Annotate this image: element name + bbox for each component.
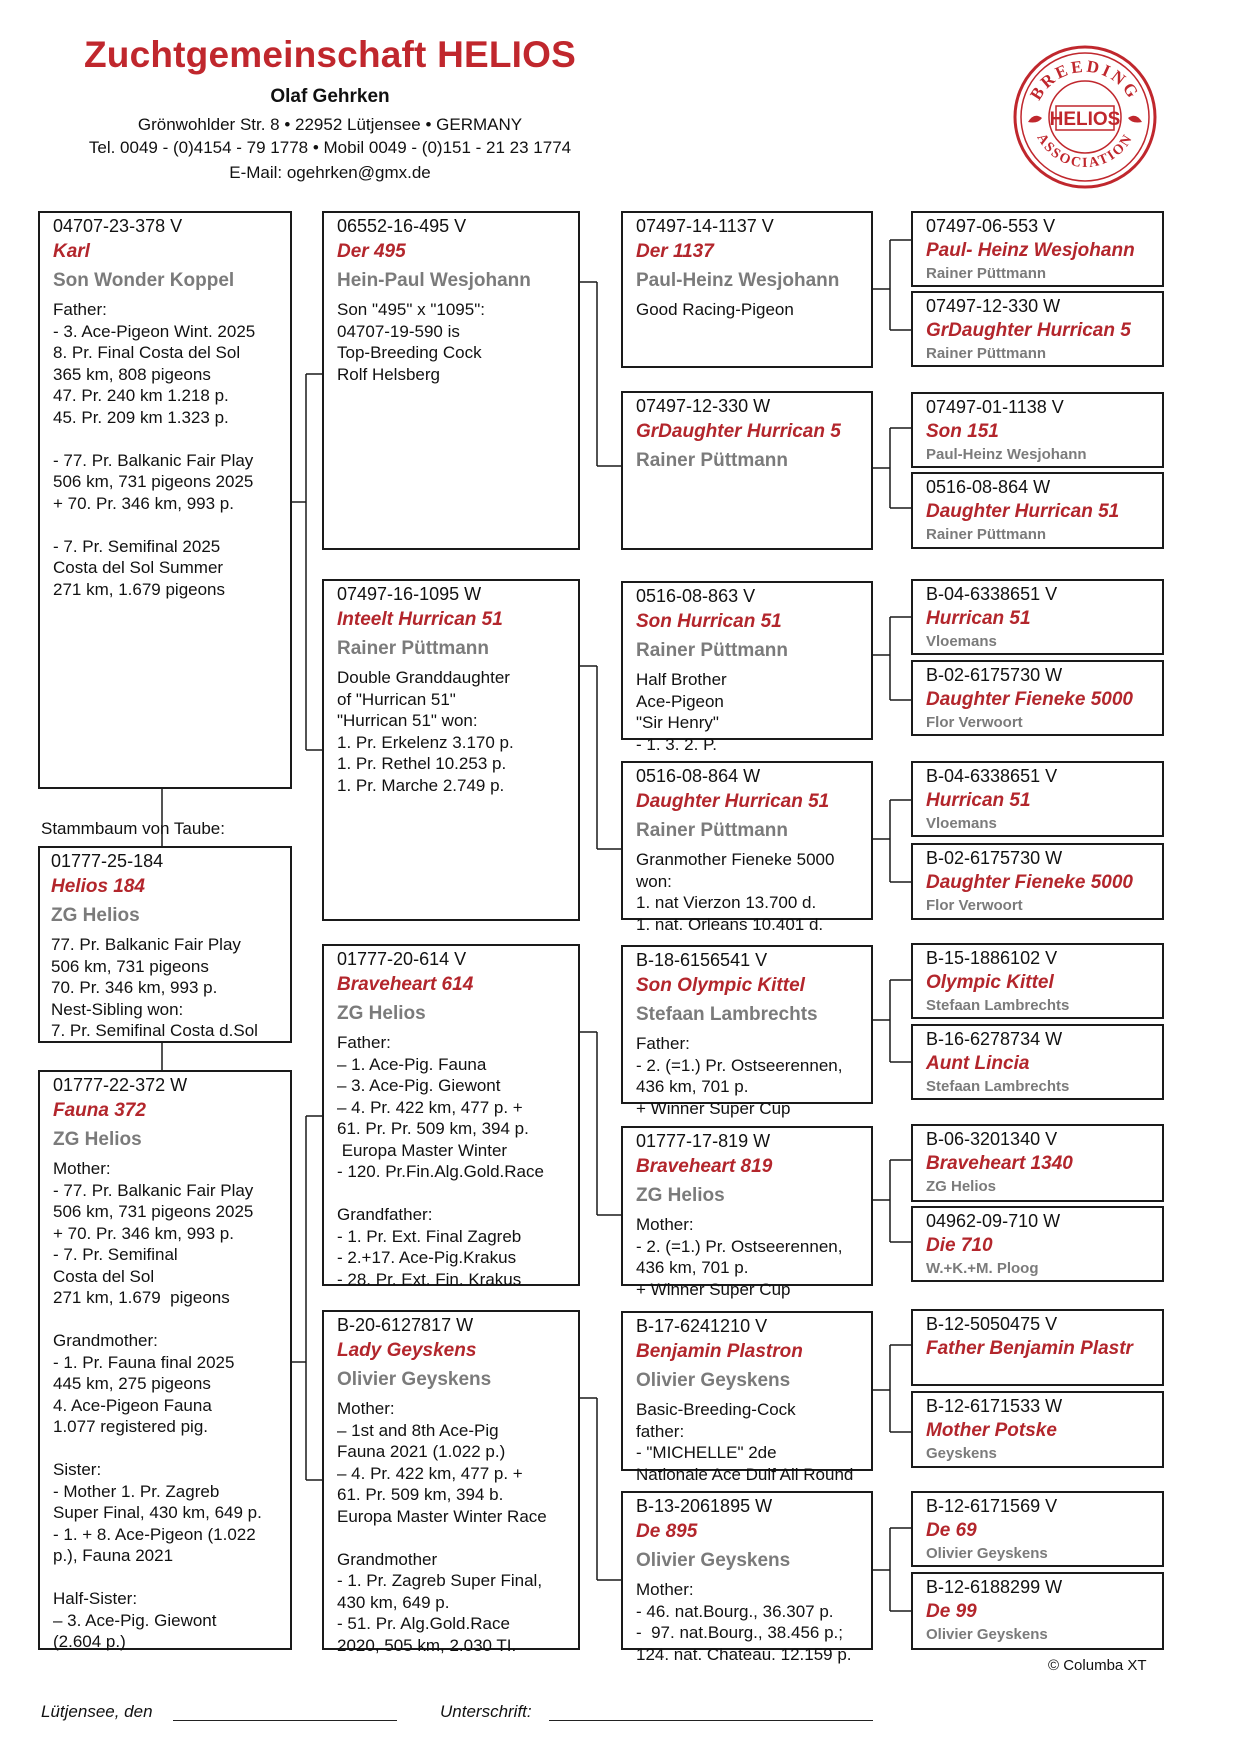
- ring-number: 01777-25-184: [51, 851, 164, 871]
- ancestor-card-12[interactable]: [911, 1206, 1164, 1282]
- ring-number: B-16-6278734 W: [926, 1029, 1063, 1049]
- ancestor-card-9[interactable]: [911, 943, 1164, 1019]
- pigeon-name: De 895: [636, 1521, 698, 1542]
- breeder-name: Rainer Püttmann: [926, 345, 1047, 362]
- ring-number: 01777-17-819 W: [636, 1131, 771, 1151]
- email: E-Mail: ogehrken@gmx.de: [229, 163, 431, 182]
- ring-number: B-02-6175730 W: [926, 665, 1063, 685]
- ancestor-card-14[interactable]: [911, 1391, 1164, 1468]
- place-date-line[interactable]: [173, 1720, 397, 1721]
- ring-number: B-12-6171533 W: [926, 1396, 1063, 1416]
- breeder-name: Rainer Püttmann: [636, 450, 789, 471]
- breeder-name: ZG Helios: [337, 1003, 426, 1024]
- pigeon-name: Die 710: [926, 1235, 993, 1256]
- ring-number: 04962-09-710 W: [926, 1211, 1061, 1231]
- breeder-name: ZG Helios: [51, 905, 140, 926]
- ancestor-card-5[interactable]: [911, 579, 1164, 655]
- breeder-name: Geyskens: [926, 1445, 997, 1462]
- pigeon-name: Aunt Lincia: [926, 1053, 1030, 1074]
- breeder-name: Rainer Püttmann: [926, 526, 1047, 543]
- ring-number: 01777-22-372 W: [53, 1075, 188, 1095]
- performance-notes: Mother: - 2. (=1.) Pr. Ostseerennen, 436 km, 701 p. + Winner Super Cup: [636, 1215, 843, 1299]
- ring-number: 01777-20-614 V: [337, 949, 467, 969]
- ring-number: B-13-2061895 W: [636, 1496, 773, 1516]
- performance-notes: Father: – 1. Ace-Pig. Fauna – 3. Ace-Pig. Giewont – 4. Pr. 422 km, 477 p. + 61. Pr. Pr. 509 km, 394 p. Europa Master Winter - 120. Pr.Fin.Alg.Gold.Race Grandfather: - 1. Pr. Ext. Final Zagreb - 2.+17. Ace-Pig.Krakus - 28. Pr. Ext. Fin. Krakus: [337, 1033, 544, 1289]
- pigeon-name: Father Benjamin Plastr: [926, 1338, 1133, 1359]
- breeder-name: Son Wonder Koppel: [53, 270, 235, 291]
- ring-number: 06552-16-495 V: [337, 216, 467, 236]
- pigeon-name: Hurrican 51: [926, 608, 1031, 629]
- pigeon-name: Braveheart 819: [636, 1156, 773, 1177]
- ancestor-card-4[interactable]: [911, 472, 1164, 549]
- performance-notes: Half Brother Ace-Pigeon "Sir Henry" - 1. 3. 2. P.: [636, 670, 727, 754]
- performance-notes: Mother: - 46. nat.Bourg., 36.307 p. - 97. nat.Bourg., 38.456 p.; 124. nat. Chateau. 12.159 p.: [636, 1580, 852, 1664]
- ring-number: B-04-6338651 V: [926, 766, 1058, 786]
- mother-pigeon-card[interactable]: [38, 1070, 292, 1650]
- ancestor-card-10[interactable]: [911, 1024, 1164, 1100]
- ancestor-card-6[interactable]: [911, 660, 1164, 736]
- ring-number: B-12-6188299 W: [926, 1577, 1063, 1597]
- pigeon-name: Son Hurrican 51: [636, 611, 782, 632]
- pigeon-name: Der 1137: [636, 241, 714, 262]
- svg-text:ASSOCIATION: [1033, 131, 1136, 171]
- pigeon-name: De 69: [926, 1520, 977, 1541]
- father-pigeon-card[interactable]: [38, 846, 292, 1043]
- pigeon-name: Der 495: [337, 241, 406, 262]
- stamp-bottom-text: ASSOCIATION: [1033, 131, 1137, 172]
- ring-number: B-04-6338651 V: [926, 584, 1058, 604]
- ring-number: B-17-6241210 V: [636, 1316, 768, 1336]
- breeder-name: Stefaan Lambrechts: [926, 1078, 1070, 1095]
- performance-notes: Son "495" x "1095": 04707-19-590 is Top-Breeding Cock Rolf Helsberg: [337, 300, 485, 384]
- address: Grönwohlder Str. 8 • 22952 Lütjensee • GERMANY: [137, 115, 523, 134]
- pigeon-name: Daughter Fieneke 5000: [926, 872, 1133, 893]
- performance-notes: Mother: – 1st and 8th Ace-Pig Fauna 2021 (1.022 p.) – 4. Pr. 422 km, 477 p. + 61. Pr. 509 km, 394 b. Europa Master Winter Race Grandmother - 1. Pr. Zagreb Super Final, 430 km, 649 p. - 51. Pr. Alg.Gold.Race 2020, 505 km, 2.030 TI.: [337, 1399, 547, 1655]
- breeder-name: Vloemans: [926, 633, 997, 650]
- ring-number: B-02-6175730 W: [926, 848, 1063, 868]
- place-date-label: Lütjensee, den: [41, 1702, 153, 1721]
- breeder-name: Olivier Geyskens: [636, 1370, 791, 1391]
- great-grandparent-card-7[interactable]: [621, 1311, 873, 1484]
- ring-number: 04707-23-378 V: [53, 216, 183, 236]
- breeder-title: Zuchtgemeinschaft HELIOS: [83, 34, 577, 75]
- pigeon-name: De 99: [926, 1601, 977, 1622]
- ring-number: B-15-1886102 V: [926, 948, 1058, 968]
- signature-label: Unterschrift:: [440, 1702, 532, 1721]
- pigeon-name: Daughter Fieneke 5000: [926, 689, 1133, 710]
- ring-number: 0516-08-864 W: [636, 766, 761, 786]
- great-grandparent-card-3[interactable]: [621, 581, 873, 754]
- breeder-name: ZG Helios: [636, 1185, 725, 1206]
- pigeon-name: Braveheart 1340: [926, 1153, 1073, 1174]
- ring-number: 07497-06-553 V: [926, 216, 1056, 236]
- performance-notes: Father: - 3. Ace-Pigeon Wint. 2025 8. Pr. Final Costa del Sol 365 km, 808 pigeons 47. Pr. 240 km 1.218 p. 45. Pr. 209 km 1.323 p. - 77. Pr. Balkanic Fair Play 506 km, 731 pigeons 2025 + 70. Pr. 346 km, 993 p. - 7. Pr. Semifinal 2025 Costa del Sol Summer 271 km, 1.679 pigeons: [53, 300, 256, 599]
- owner-name: Olaf Gehrken: [270, 86, 390, 107]
- breeder-name: Paul-Heinz Wesjohann: [636, 270, 840, 291]
- performance-notes: Good Racing-Pigeon: [636, 300, 794, 319]
- breeder-name: ZG Helios: [926, 1178, 997, 1195]
- great-grandparent-card-4[interactable]: [621, 761, 873, 934]
- breeder-name: ZG Helios: [53, 1129, 142, 1150]
- breeder-name: Vloemans: [926, 815, 997, 832]
- ring-number: B-06-3201340 V: [926, 1129, 1058, 1149]
- great-grandparent-card-2[interactable]: [621, 391, 873, 550]
- subject-pigeon-card[interactable]: [38, 211, 292, 789]
- pigeon-name: Mother Potske: [926, 1420, 1057, 1441]
- phone: Tel. 0049 - (0)4154 - 79 1778 • Mobil 0049 - (0)151 - 21 23 1774: [88, 138, 572, 157]
- ring-number: 07497-12-330 W: [926, 296, 1061, 316]
- granddam-paternal-card[interactable]: [322, 579, 580, 921]
- pigeon-name: Karl: [53, 241, 90, 262]
- pigeon-name: Daughter Hurrican 51: [926, 501, 1120, 522]
- breeder-name: Rainer Püttmann: [926, 265, 1047, 282]
- ring-number: B-12-5050475 V: [926, 1314, 1058, 1334]
- great-grandparent-card-1[interactable]: [621, 211, 873, 368]
- ring-number: B-18-6156541 V: [636, 950, 768, 970]
- pigeon-name: Braveheart 614: [337, 974, 474, 995]
- stammbaum-label: Stammbaum von Taube:: [41, 819, 225, 838]
- breeding-association-stamp-logo: [1012, 44, 1158, 190]
- performance-notes: 77. Pr. Balkanic Fair Play 506 km, 731 pigeons 70. Pr. 346 km, 993 p. Nest-Sibling won: 7. Pr. Semifinal Costa d.Sol: [51, 935, 258, 1040]
- grandsire-maternal-card[interactable]: [322, 944, 580, 1289]
- ring-number: B-20-6127817 W: [337, 1315, 474, 1335]
- performance-notes: Father: - 2. (=1.) Pr. Ostseerennen, 436 km, 701 p. + Winner Super Cup: [636, 1034, 843, 1118]
- ring-number: 07497-16-1095 W: [337, 584, 482, 604]
- ancestor-card-1[interactable]: [911, 211, 1164, 287]
- grandsire-paternal-card[interactable]: [322, 211, 580, 550]
- ancestor-card-16[interactable]: [911, 1572, 1164, 1650]
- pigeon-name: GrDaughter Hurrican 5: [636, 421, 841, 442]
- performance-notes: Double Granddaughter of "Hurrican 51" "Hurrican 51" won: 1. Pr. Erkelenz 3.170 p. 1. Pr. Rethel 10.253 p. 1. Pr. Marche 2.749 p.: [337, 668, 514, 795]
- breeder-name: W.+K.+M. Ploog: [926, 1260, 1039, 1277]
- dove-left-icon: [1028, 116, 1042, 123]
- pigeon-name: Daughter Hurrican 51: [636, 791, 830, 812]
- performance-notes: Mother: - 77. Pr. Balkanic Fair Play 506 km, 731 pigeons 2025 + 70. Pr. 346 km, 993 p. - 7. Pr. Semifinal Costa del Sol 271 km, 1.679 pigeons Grandmother: - 1. Pr. Fauna final 2025 445 km, 275 pigeons 4. Ace-Pigeon Fauna 1.077 registered pig. Sister: - Mother 1. Pr. Zagreb Super Final, 430 km, 649 p. - 1. + 8. Ace-Pigeon (1.022 p.), Fauna 2021 Half-Sister: – 3. Ace-Pig. Giewont (2.604 p.): [53, 1159, 262, 1651]
- ring-number: B-12-6171569 V: [926, 1496, 1058, 1516]
- pigeon-name: GrDaughter Hurrican 5: [926, 320, 1131, 341]
- copyright: © Columba XT: [1048, 1657, 1147, 1674]
- ring-number: 07497-14-1137 V: [636, 216, 774, 236]
- ring-number: 0516-08-864 W: [926, 477, 1051, 497]
- ancestor-card-8[interactable]: [911, 843, 1164, 920]
- great-grandparent-card-8[interactable]: [621, 1491, 873, 1664]
- breeder-name: Olivier Geyskens: [926, 1545, 1048, 1562]
- breeder-name: Olivier Geyskens: [636, 1550, 791, 1571]
- signature-line[interactable]: [549, 1720, 873, 1721]
- stamp-top-text: BREEDING: [1026, 56, 1144, 104]
- pigeon-name: Paul- Heinz Wesjohann: [926, 240, 1135, 261]
- breeder-name: Rainer Püttmann: [636, 820, 789, 841]
- pigeon-name: Benjamin Plastron: [636, 1341, 803, 1362]
- granddam-maternal-card[interactable]: [322, 1310, 580, 1655]
- pigeon-name: Inteelt Hurrican 51: [337, 609, 503, 630]
- ancestor-card-3[interactable]: [911, 392, 1164, 468]
- ancestor-card-15[interactable]: [911, 1491, 1164, 1567]
- great-grandparent-card-6[interactable]: [621, 1126, 873, 1299]
- breeder-name: Olivier Geyskens: [337, 1369, 492, 1390]
- pigeon-name: Olympic Kittel: [926, 972, 1054, 993]
- stamp-center-text: HELIOS: [1049, 109, 1121, 130]
- breeder-name: Stefaan Lambrechts: [636, 1004, 818, 1025]
- ancestor-card-11[interactable]: [911, 1124, 1164, 1202]
- performance-notes: Basic-Breeding-Cock father: - "MICHELLE" 2de Nationale Ace Duif All Round: [636, 1400, 854, 1484]
- performance-notes: Granmother Fieneke 5000 won: 1. nat Vierzon 13.700 d. 1. nat. Orleans 10.401 d.: [636, 850, 835, 934]
- breeder-name: Rainer Püttmann: [636, 640, 789, 661]
- ring-number: 07497-12-330 W: [636, 396, 771, 416]
- pigeon-name: Son 151: [926, 421, 999, 442]
- breeder-name: Flor Verwoort: [926, 714, 1023, 731]
- breeder-name: Paul-Heinz Wesjohann: [926, 446, 1087, 463]
- breeder-name: Hein-Paul Wesjohann: [337, 270, 531, 291]
- breeder-name: Olivier Geyskens: [926, 1626, 1048, 1643]
- breeder-name: Rainer Püttmann: [337, 638, 490, 659]
- pigeon-name: Lady Geyskens: [337, 1340, 477, 1361]
- breeder-name: Flor Verwoort: [926, 897, 1023, 914]
- ancestor-card-7[interactable]: [911, 761, 1164, 837]
- ring-number: 07497-01-1138 V: [926, 397, 1064, 417]
- ring-number: 0516-08-863 V: [636, 586, 756, 606]
- pigeon-name: Fauna 372: [53, 1100, 146, 1121]
- pigeon-name: Hurrican 51: [926, 790, 1031, 811]
- great-grandparent-card-5[interactable]: [621, 945, 873, 1118]
- ancestor-card-13[interactable]: [911, 1309, 1164, 1386]
- ancestor-card-2[interactable]: [911, 291, 1164, 367]
- dove-right-icon: [1128, 116, 1142, 123]
- svg-text:BREEDING: [1026, 57, 1143, 104]
- pigeon-name: Helios 184: [51, 876, 145, 897]
- breeder-name: Stefaan Lambrechts: [926, 997, 1070, 1014]
- pigeon-name: Son Olympic Kittel: [636, 975, 805, 996]
